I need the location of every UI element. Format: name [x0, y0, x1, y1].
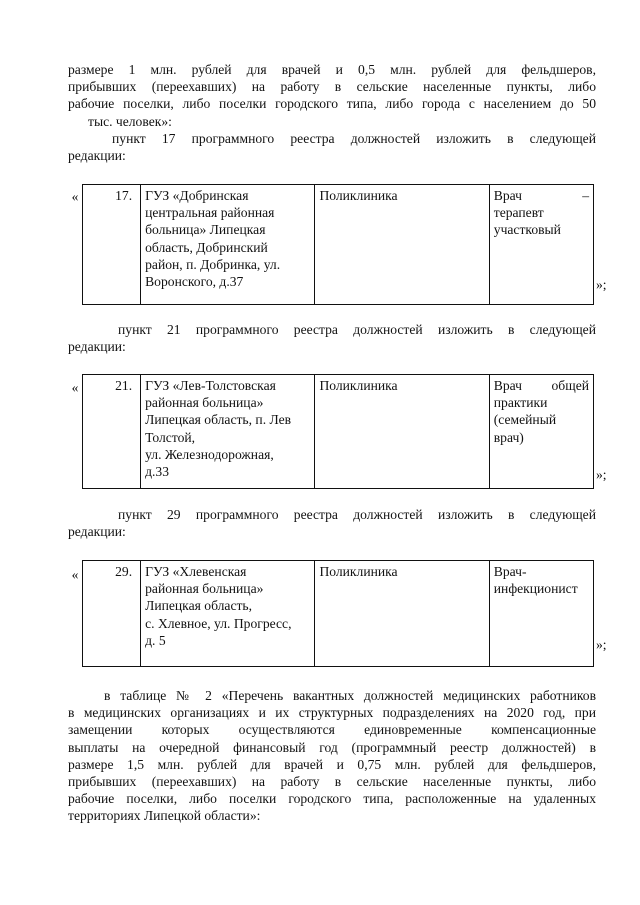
department-cell: Поликлиника — [315, 375, 489, 489]
section-heading-21 — [68, 321, 596, 355]
organization-cell — [141, 375, 315, 489]
open-quote: « — [71, 567, 79, 582]
org-line: районная больница» — [145, 395, 264, 411]
intro-line: тыс. человек»: — [88, 113, 172, 129]
position-line: Врач – — [493, 188, 589, 203]
org-line: область, Добринский — [145, 239, 268, 255]
heading-line: пункт 21 программного реестра должностей изложить в следующей — [118, 322, 596, 337]
row-number: 21. — [83, 375, 141, 489]
position-cell — [489, 561, 593, 667]
closing-paragraph — [68, 687, 596, 825]
position-line: участковый — [493, 222, 561, 238]
registry-table-17 — [82, 184, 594, 305]
org-line: д. 5 — [145, 632, 166, 648]
org-line: районная больница» — [145, 581, 264, 597]
org-line: Толстой, — [145, 429, 196, 445]
org-line: Липецкая область, — [145, 598, 253, 614]
org-line: ул. Железнодорожная, — [145, 446, 274, 462]
close-quote: »; — [596, 467, 607, 482]
closing-line: в медицинских организациях и их структурных подразделениях на 2020 год, при — [68, 705, 596, 721]
position-line: Врач общей — [493, 378, 589, 393]
position-line: врач) — [493, 429, 524, 445]
intro-paragraph — [68, 61, 596, 130]
table-row — [83, 561, 594, 667]
section-heading-29 — [68, 506, 596, 540]
position-cell — [489, 185, 593, 305]
heading-line: редакции: — [68, 148, 126, 164]
org-line: ГУЗ «Лев-Толстовская — [145, 378, 276, 393]
close-quote: »; — [596, 637, 607, 652]
open-quote: « — [71, 189, 79, 204]
intro-line: рабочие поселки, либо поселки городского типа, либо города с населением до 50 — [68, 96, 596, 112]
closing-line: территориях Липецкой области»: — [68, 808, 261, 824]
department-cell: Поликлиника — [315, 561, 489, 667]
registry-table-21 — [82, 374, 594, 489]
closing-line: в таблице № 2 «Перечень вакантных должностей медицинских работников — [104, 688, 596, 703]
position-line: инфекционист — [493, 581, 578, 597]
table-row — [83, 375, 594, 489]
heading-line: пункт 29 программного реестра должностей изложить в следующей — [118, 507, 596, 522]
closing-line: рабочие поселки, либо поселки городского типа, расположенные на удаленных — [68, 791, 596, 807]
org-line: д.33 — [145, 464, 170, 480]
org-line: ГУЗ «Хлевенская — [145, 564, 247, 579]
organization-cell — [141, 561, 315, 667]
closing-line: размере 1,5 млн. рублей для врачей и 0,75 млн. рублей для фельдшеров, — [68, 756, 596, 772]
registry-table-29 — [82, 560, 594, 667]
table-row — [83, 185, 594, 305]
row-number: 29. — [83, 561, 141, 667]
org-line: Воронского, д.37 — [145, 274, 244, 290]
row-number: 17. — [83, 185, 141, 305]
heading-line: пункт 17 программного реестра должностей изложить в следующей — [112, 131, 596, 146]
organization-cell — [141, 185, 315, 305]
intro-line: размере 1 млн. рублей для врачей и 0,5 млн. рублей для фельдшеров, — [68, 62, 596, 77]
position-line: (семейный — [493, 412, 557, 428]
position-line: терапевт — [493, 205, 544, 221]
closing-line: замещении которых осуществляются единовременные компенсационные — [68, 722, 596, 738]
close-quote: »; — [596, 277, 607, 292]
org-line: с. Хлевное, ул. Прогресс, — [145, 615, 292, 631]
position-line: Врач- — [493, 564, 527, 579]
open-quote: « — [71, 380, 79, 395]
closing-line: прибывших (переехавших) на работу в сельские населенные пункты, либо — [68, 774, 596, 790]
intro-line: прибывших (переехавших) на работу в сельские населенные пункты, либо — [68, 79, 596, 95]
org-line: центральная районная — [145, 205, 275, 221]
org-line: район, п. Добринка, ул. — [145, 256, 281, 272]
org-line: больница» Липецкая — [145, 222, 266, 238]
org-line: Липецкая область, п. Лев — [145, 412, 292, 428]
position-line: практики — [493, 395, 548, 411]
position-cell — [489, 375, 593, 489]
department-cell: Поликлиника — [315, 185, 489, 305]
heading-line: редакции: — [68, 524, 126, 540]
section-heading-17 — [68, 130, 596, 164]
closing-line: выплаты на очередной финансовый год (программный реестр должностей) в — [68, 739, 596, 755]
org-line: ГУЗ «Добринская — [145, 188, 249, 203]
heading-line: редакции: — [68, 339, 126, 355]
